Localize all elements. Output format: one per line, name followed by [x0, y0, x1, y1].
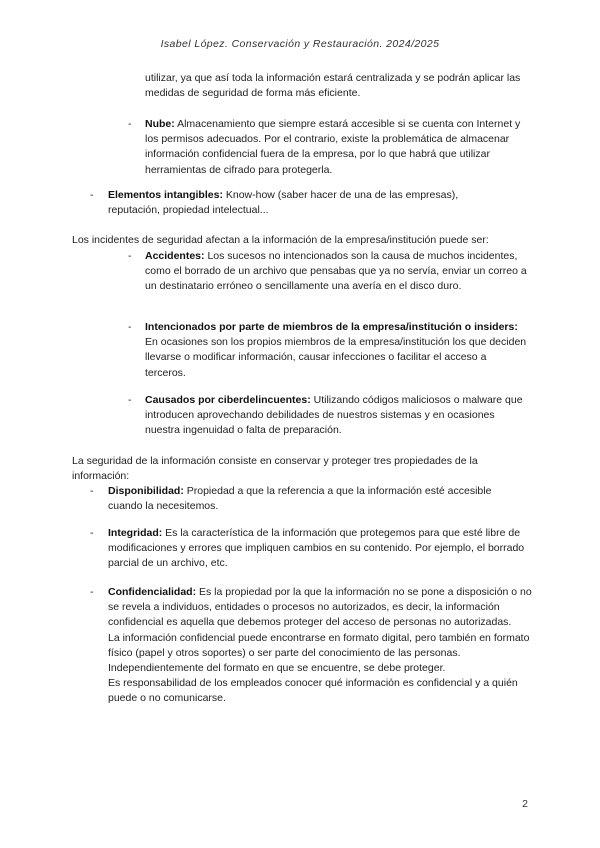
bullet-dash: -	[90, 586, 94, 598]
intangibles-item	[108, 188, 508, 218]
storage-continuation-text: utilizar, ya que así toda la información estará centralizada y se podrán aplicar las medidas de seguridad de forma más eficiente.	[145, 72, 521, 100]
bullet-dash: -	[128, 118, 132, 130]
property-item-confidentiality	[108, 585, 533, 707]
incidents-intro: Los incidentes de seguridad afectan a la información de la empresa/institución puede ser:	[72, 234, 489, 246]
incident-item-accidents	[145, 249, 530, 295]
incident-text: En ocasiones son los propios miembros de la empresa/institución los que deciden llevarse o modificar información, causar infecciones o facilitar el acceso a terceros.	[145, 336, 527, 379]
page-header: Isabel López. Conservación y Restauración. 2024/2025	[160, 38, 440, 50]
property-label: Disponibilidad:	[108, 485, 184, 497]
bullet-dash: -	[128, 321, 132, 333]
intangibles-label: Elementos intangibles:	[108, 189, 223, 201]
page-number: 2	[522, 798, 528, 810]
incident-text: Utilizando códigos maliciosos o malware que introducen aprovechando debilidades de nuestros sistemas y en ocasiones nuestra ingenuidad o falta de preparación.	[145, 394, 523, 437]
incident-text: Los sucesos no intencionados son la causa de muchos incidentes, como el borrado de un archivo que pensabas que ya no servía, enviar un correo a un destinatario erróneo o sencillamente una avería en el disco duro.	[145, 250, 527, 293]
bullet-dash: -	[90, 485, 94, 497]
cloud-text: Almacenamiento que siempre estará accesible si se cuenta con Internet y los permisos adecuados. Por el contrario, existe la problemática de almacenar información confidencial fuera de la empresa, por lo que habrá que utilizar herramientas de cifrado para protegerla.	[145, 118, 521, 176]
incident-item-insiders	[145, 320, 530, 381]
cloud-item	[145, 117, 530, 178]
incident-label: Accidentes:	[145, 250, 205, 262]
property-label: Confidencialidad:	[108, 586, 197, 598]
incident-label: Causados por ciberdelincuentes:	[145, 394, 311, 406]
bullet-dash: -	[90, 527, 94, 539]
properties-intro: La seguridad de la información consiste en conservar y proteger tres propiedades de la información:	[72, 455, 478, 483]
property-item-availability	[108, 484, 523, 514]
property-item-integrity	[108, 526, 528, 572]
bullet-dash: -	[128, 394, 132, 406]
property-paragraph	[108, 585, 533, 631]
intangibles-text: Know-how (saber hacer de una de las empresas), reputación, propiedad intelectual...	[108, 189, 459, 217]
property-text: Propiedad a que la referencia a que la información esté accesible cuando la necesitemos.	[108, 485, 492, 513]
property-text: Es la propiedad por la que la información no se pone a disposición o no se revela a individuos, entidades o procesos no autorizados, es decir, la información confidencial es aquella que debemos proteger del acceso de personas no autorizadas.	[108, 586, 532, 629]
bullet-dash: -	[128, 250, 132, 262]
property-extra-paragraph: Es responsabilidad de los empleados conocer qué información es confidencial y a quién puede o no comunicarse.	[108, 677, 518, 705]
property-extra-paragraph: La información confidencial puede encontrarse en formato digital, pero también en formato físico (papel y otros soportes) o ser parte del conocimiento de las personas. Independientemente del formato en que se encuentre, se debe proteger.	[108, 631, 530, 675]
property-label: Integridad:	[108, 527, 163, 539]
property-text: Es la característica de la información que protegemos para que esté libre de modificaciones y errores que impliquen cambios en su contenido. Por ejemplo, el borrado parcial de un archivo, etc.	[108, 527, 525, 570]
bullet-dash: -	[90, 189, 94, 201]
incident-label: Intencionados por parte de miembros de la empresa/institución o insiders:	[145, 321, 518, 333]
cloud-label: Nube:	[145, 118, 175, 130]
incident-item-cybercriminals	[145, 393, 530, 439]
